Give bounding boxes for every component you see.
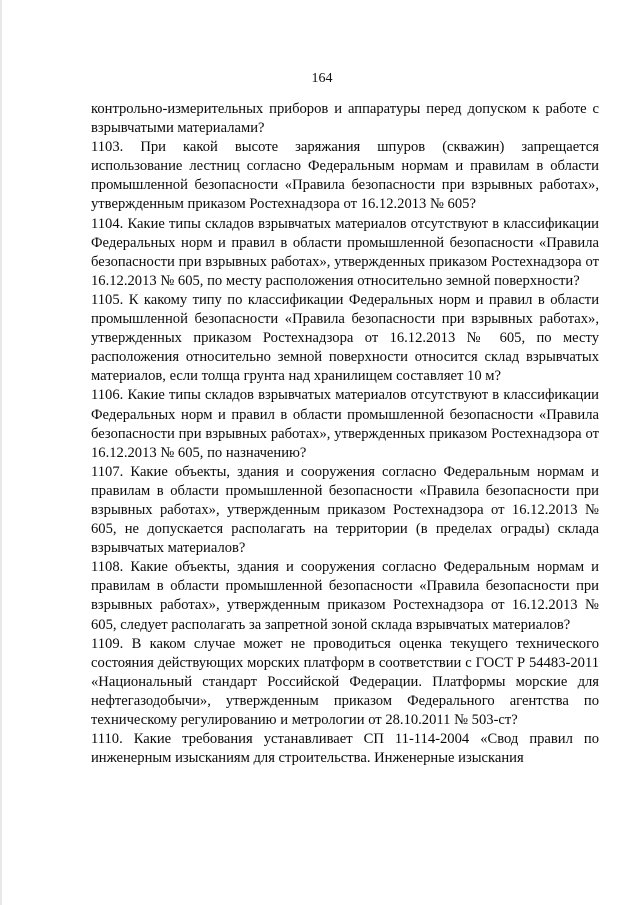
paragraph-question-1107: 1107. Какие объекты, здания и сооружения согласно Федеральным нормам и правилам в области промышленной безопасности «Правила безопасности при взрывных работах», утвержденным приказом Ростехнадзора от 16.12.2013 № 605, не допускается располагать на территории (в пределах ограды) склада взрывчатых материалов? <box>91 463 599 557</box>
paragraph-question-1103: 1103. При какой высоте заряжания шпуров (скважин) запрещается использование лестниц согласно Федеральным нормам и правилам в области промышленной безопасности «Правила безопасности при взрывных работах», утвержденным приказом Ростехнадзора от 16.12.2013 № 605? <box>91 139 599 213</box>
paragraph-question-1104: 1104. Какие типы складов взрывчатых материалов отсутствуют в классификации Федеральных норм и правил в области промышленной безопасности «Правила безопасности при взрывных работах», утвержденных приказом Ростехнадзора от 16.12.2013 № 605, по месту расположения относительно земной поверхности? <box>91 215 599 289</box>
paragraph-question-1108: 1108. Какие объекты, здания и сооружения согласно Федеральным нормам и правилам в области промышленной безопасности «Правила безопасности при взрывных работах», утвержденным приказом Ростехнадзора от 16.12.2013 № 605, следует располагать за запретной зоной склада взрывчатых материалов? <box>91 559 599 633</box>
document-body <box>91 100 599 768</box>
paragraph-question-1110: 1110. Какие требования устанавливает СП 11-114-2004 «Свод правил по инженерным изысканиям для строительства. Инженерные изыскания <box>91 731 599 767</box>
paragraph-question-1105: 1105. К какому типу по классификации Федеральных норм и правил в области промышленной безопасности «Правила безопасности при взрывных работах», утвержденных приказом Ростехнадзора от 16.12.2013 № 605, по месту расположения относительно земной поверхности относится склад взрывчатых материалов, если толща грунта над хранилищем составляет 10 м? <box>91 291 599 385</box>
paragraph-question-1106: 1106. Какие типы складов взрывчатых материалов отсутствуют в классификации Федеральных норм и правил в области промышленной безопасности «Правила безопасности при взрывных работах», утвержденных приказом Ростехнадзора от 16.12.2013 № 605, по назначению? <box>91 387 599 461</box>
paragraph-question-1109: 1109. В каком случае может не проводиться оценка текущего технического состояния действующих морских платформ в соответствии с ГОСТ Р 54483-2011 «Национальный стандарт Российской Федерации. Платформы морские для нефтегазодобычи», утвержденным приказом Федерального агентства по техническому регулированию и метрологии от 28.10.2011 № 503-ст? <box>91 635 599 728</box>
page-number: 164 <box>311 71 333 86</box>
paragraph-continuation: контрольно-измерительных приборов и аппаратуры перед допуском к работе с взрывчатыми материалами? <box>91 101 599 137</box>
